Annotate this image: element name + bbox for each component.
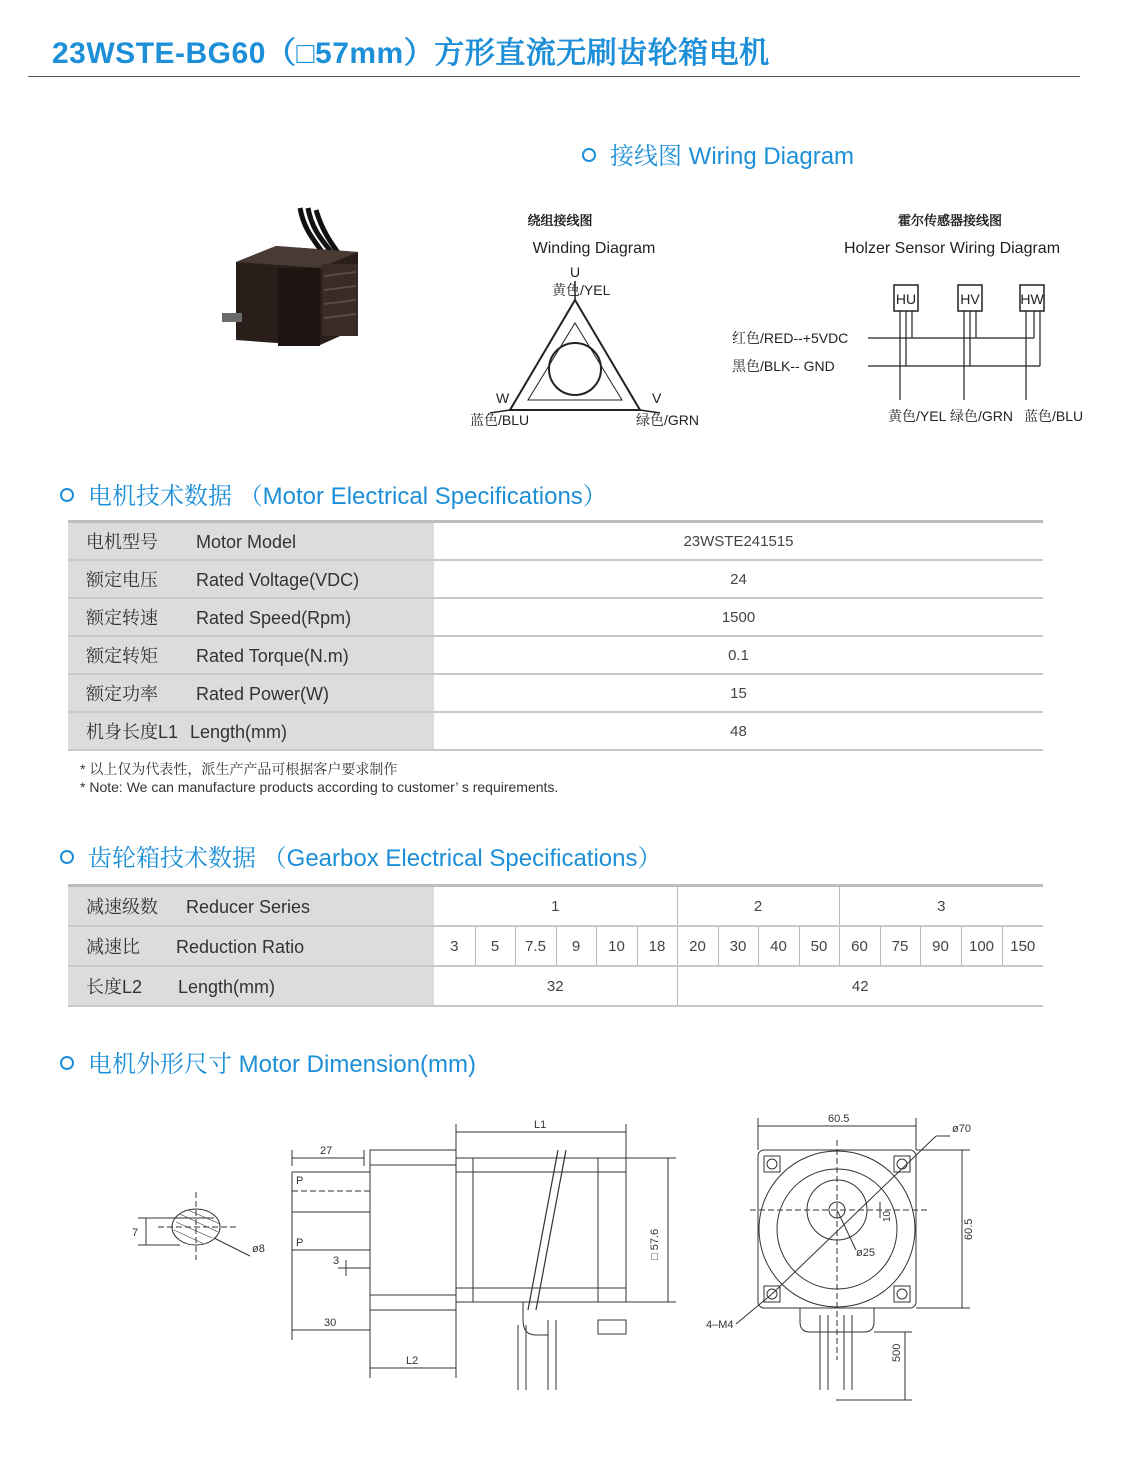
ratio-cell: 9 bbox=[556, 926, 596, 966]
ratio-cell: 10 bbox=[596, 926, 637, 966]
winding-v-label: V bbox=[652, 390, 662, 406]
wiring-heading: 接线图 Wiring Diagram bbox=[582, 136, 854, 171]
dim-l2: L2 bbox=[406, 1355, 419, 1367]
ratio-cell: 60 bbox=[839, 926, 880, 966]
dim-phi70: ø70 bbox=[952, 1123, 971, 1135]
winding-title-cn: 绕组接线图 bbox=[527, 213, 593, 228]
dim-605-h: 60.5 bbox=[828, 1113, 850, 1125]
dim-p-bottom: P bbox=[296, 1237, 304, 1249]
dim-10: 10 bbox=[882, 1210, 893, 1222]
winding-u-label: U bbox=[569, 264, 581, 280]
hall-title-en: Holzer Sensor Wiring Diagram bbox=[843, 240, 1061, 257]
row-label-cn: 机身长度L1 bbox=[86, 722, 179, 742]
hv-label: HV bbox=[960, 291, 980, 307]
bullet-icon bbox=[60, 850, 74, 864]
winding-title-en: Winding Diagram bbox=[532, 240, 656, 257]
title-divider bbox=[28, 76, 1080, 77]
dim-27: 27 bbox=[320, 1145, 333, 1157]
length-cell: 42 bbox=[677, 966, 1043, 1006]
winding-u-color: 黄色/YEL bbox=[552, 282, 611, 298]
table-row bbox=[68, 886, 1043, 927]
ratio-cell: 3 bbox=[434, 926, 475, 966]
table-row bbox=[68, 598, 1043, 636]
ratio-cell: 75 bbox=[880, 926, 920, 966]
dim-605-v: 60.5 bbox=[963, 1218, 975, 1240]
series-cell: 3 bbox=[839, 886, 1043, 927]
motor-photo bbox=[218, 200, 368, 350]
ratio-cell: 18 bbox=[637, 926, 677, 966]
note-en: * Note: We can manufacture products according to customer’ s requirements. bbox=[80, 779, 559, 795]
row-label-cn: 减速比 bbox=[86, 937, 140, 957]
motor-spec-table bbox=[68, 520, 1043, 751]
row-label-en: Length(mm) bbox=[190, 722, 288, 742]
row-value: 0.1 bbox=[434, 636, 1043, 674]
row-label-cn: 额定转速 bbox=[86, 608, 158, 628]
dim-p-top: P bbox=[296, 1175, 304, 1187]
ratio-cell: 20 bbox=[677, 926, 718, 966]
bullet-icon bbox=[60, 1056, 74, 1070]
row-label-cn: 额定功率 bbox=[86, 684, 158, 704]
row-label-cn: 减速级数 bbox=[86, 897, 158, 917]
dim-phi25: ø25 bbox=[856, 1247, 875, 1259]
row-label-cn: 电机型号 bbox=[86, 532, 158, 552]
dim-30: 30 bbox=[324, 1317, 337, 1329]
dim-500: 500 bbox=[891, 1343, 903, 1362]
row-label-en: Rated Torque(N.m) bbox=[196, 646, 349, 666]
row-label-en: Rated Speed(Rpm) bbox=[196, 608, 352, 628]
hall-title-cn: 霍尔传感器接线图 bbox=[897, 213, 1003, 228]
blk-wire-label: 黑色/BLK-- GND bbox=[732, 358, 835, 374]
row-label-en: Reduction Ratio bbox=[176, 937, 305, 957]
row-label-en: Rated Voltage(VDC) bbox=[196, 570, 360, 590]
gearbox-spec-heading: 齿轮箱技术数据 （Gearbox Electrical Specifications） bbox=[60, 838, 662, 873]
row-label-en: Rated Power(W) bbox=[196, 684, 330, 704]
row-value: 48 bbox=[434, 712, 1043, 750]
table-row bbox=[68, 966, 1043, 1006]
hall-yel-label: 黄色/YEL bbox=[888, 408, 947, 424]
row-value: 15 bbox=[434, 674, 1043, 712]
winding-w-label: W bbox=[496, 390, 510, 406]
dimension-heading: 电机外形尺寸 Motor Dimension(mm) bbox=[60, 1044, 476, 1079]
table-row bbox=[68, 712, 1043, 750]
front-view-drawing bbox=[700, 1110, 1000, 1410]
ratio-cell: 40 bbox=[758, 926, 799, 966]
dim-576: □ 57.6 bbox=[649, 1228, 661, 1260]
red-wire-label: 红色/RED--+5VDC bbox=[732, 330, 849, 346]
table-row bbox=[68, 636, 1043, 674]
dim-phi8: ø8 bbox=[252, 1243, 265, 1255]
ratio-cell: 90 bbox=[920, 926, 961, 966]
hall-sensor-diagram bbox=[728, 205, 1088, 435]
dim-l1: L1 bbox=[534, 1119, 547, 1131]
row-label-cn: 额定电压 bbox=[86, 570, 158, 590]
dim-3: 3 bbox=[333, 1255, 340, 1267]
row-value: 23WSTE241515 bbox=[434, 522, 1043, 561]
winding-w-color: 蓝色/BLU bbox=[470, 412, 530, 428]
motor-spec-heading: 电机技术数据 （Motor Electrical Specifications） bbox=[60, 476, 607, 511]
dim-7: 7 bbox=[132, 1227, 139, 1239]
table-row bbox=[68, 926, 1043, 966]
row-label-en: Reducer Series bbox=[186, 897, 311, 917]
row-label-cn: 额定转矩 bbox=[86, 646, 158, 666]
gearbox-spec-table bbox=[68, 884, 1043, 1007]
table-row bbox=[68, 674, 1043, 712]
series-cell: 2 bbox=[677, 886, 839, 927]
dim-4m4: 4–M4 bbox=[706, 1319, 734, 1331]
ratio-cell: 150 bbox=[1002, 926, 1043, 966]
ratio-cell: 30 bbox=[718, 926, 758, 966]
ratio-cell: 100 bbox=[961, 926, 1002, 966]
hu-label: HU bbox=[895, 291, 917, 307]
row-value: 24 bbox=[434, 560, 1043, 598]
length-cell: 32 bbox=[434, 966, 677, 1006]
page-title: 23WSTE-BG60（□57mm）方形直流无刷齿轮箱电机 bbox=[52, 37, 770, 70]
bullet-icon bbox=[60, 488, 74, 502]
series-cell: 1 bbox=[434, 886, 677, 927]
row-label-en: Motor Model bbox=[196, 532, 297, 552]
ratio-cell: 7.5 bbox=[515, 926, 556, 966]
hall-blu-label: 蓝色/BLU bbox=[1024, 408, 1084, 424]
table-row bbox=[68, 560, 1043, 598]
hall-grn-label: 绿色/GRN bbox=[950, 408, 1013, 424]
row-label-en: Length(mm) bbox=[178, 977, 276, 997]
hw-label: HW bbox=[1020, 291, 1044, 307]
ratio-cell: 50 bbox=[799, 926, 839, 966]
winding-v-color: 绿色/GRN bbox=[636, 412, 699, 428]
spec-note bbox=[80, 760, 558, 796]
row-value: 1500 bbox=[434, 598, 1043, 636]
ratio-cell: 5 bbox=[475, 926, 515, 966]
bullet-icon bbox=[582, 148, 596, 162]
winding-diagram bbox=[460, 205, 720, 435]
side-view-drawing bbox=[128, 1110, 698, 1410]
table-row bbox=[68, 522, 1043, 561]
row-label-cn: 长度L2 bbox=[86, 977, 143, 997]
note-cn: * 以上仅为代表性，派生产产品可根据客户要求制作 bbox=[80, 761, 398, 777]
